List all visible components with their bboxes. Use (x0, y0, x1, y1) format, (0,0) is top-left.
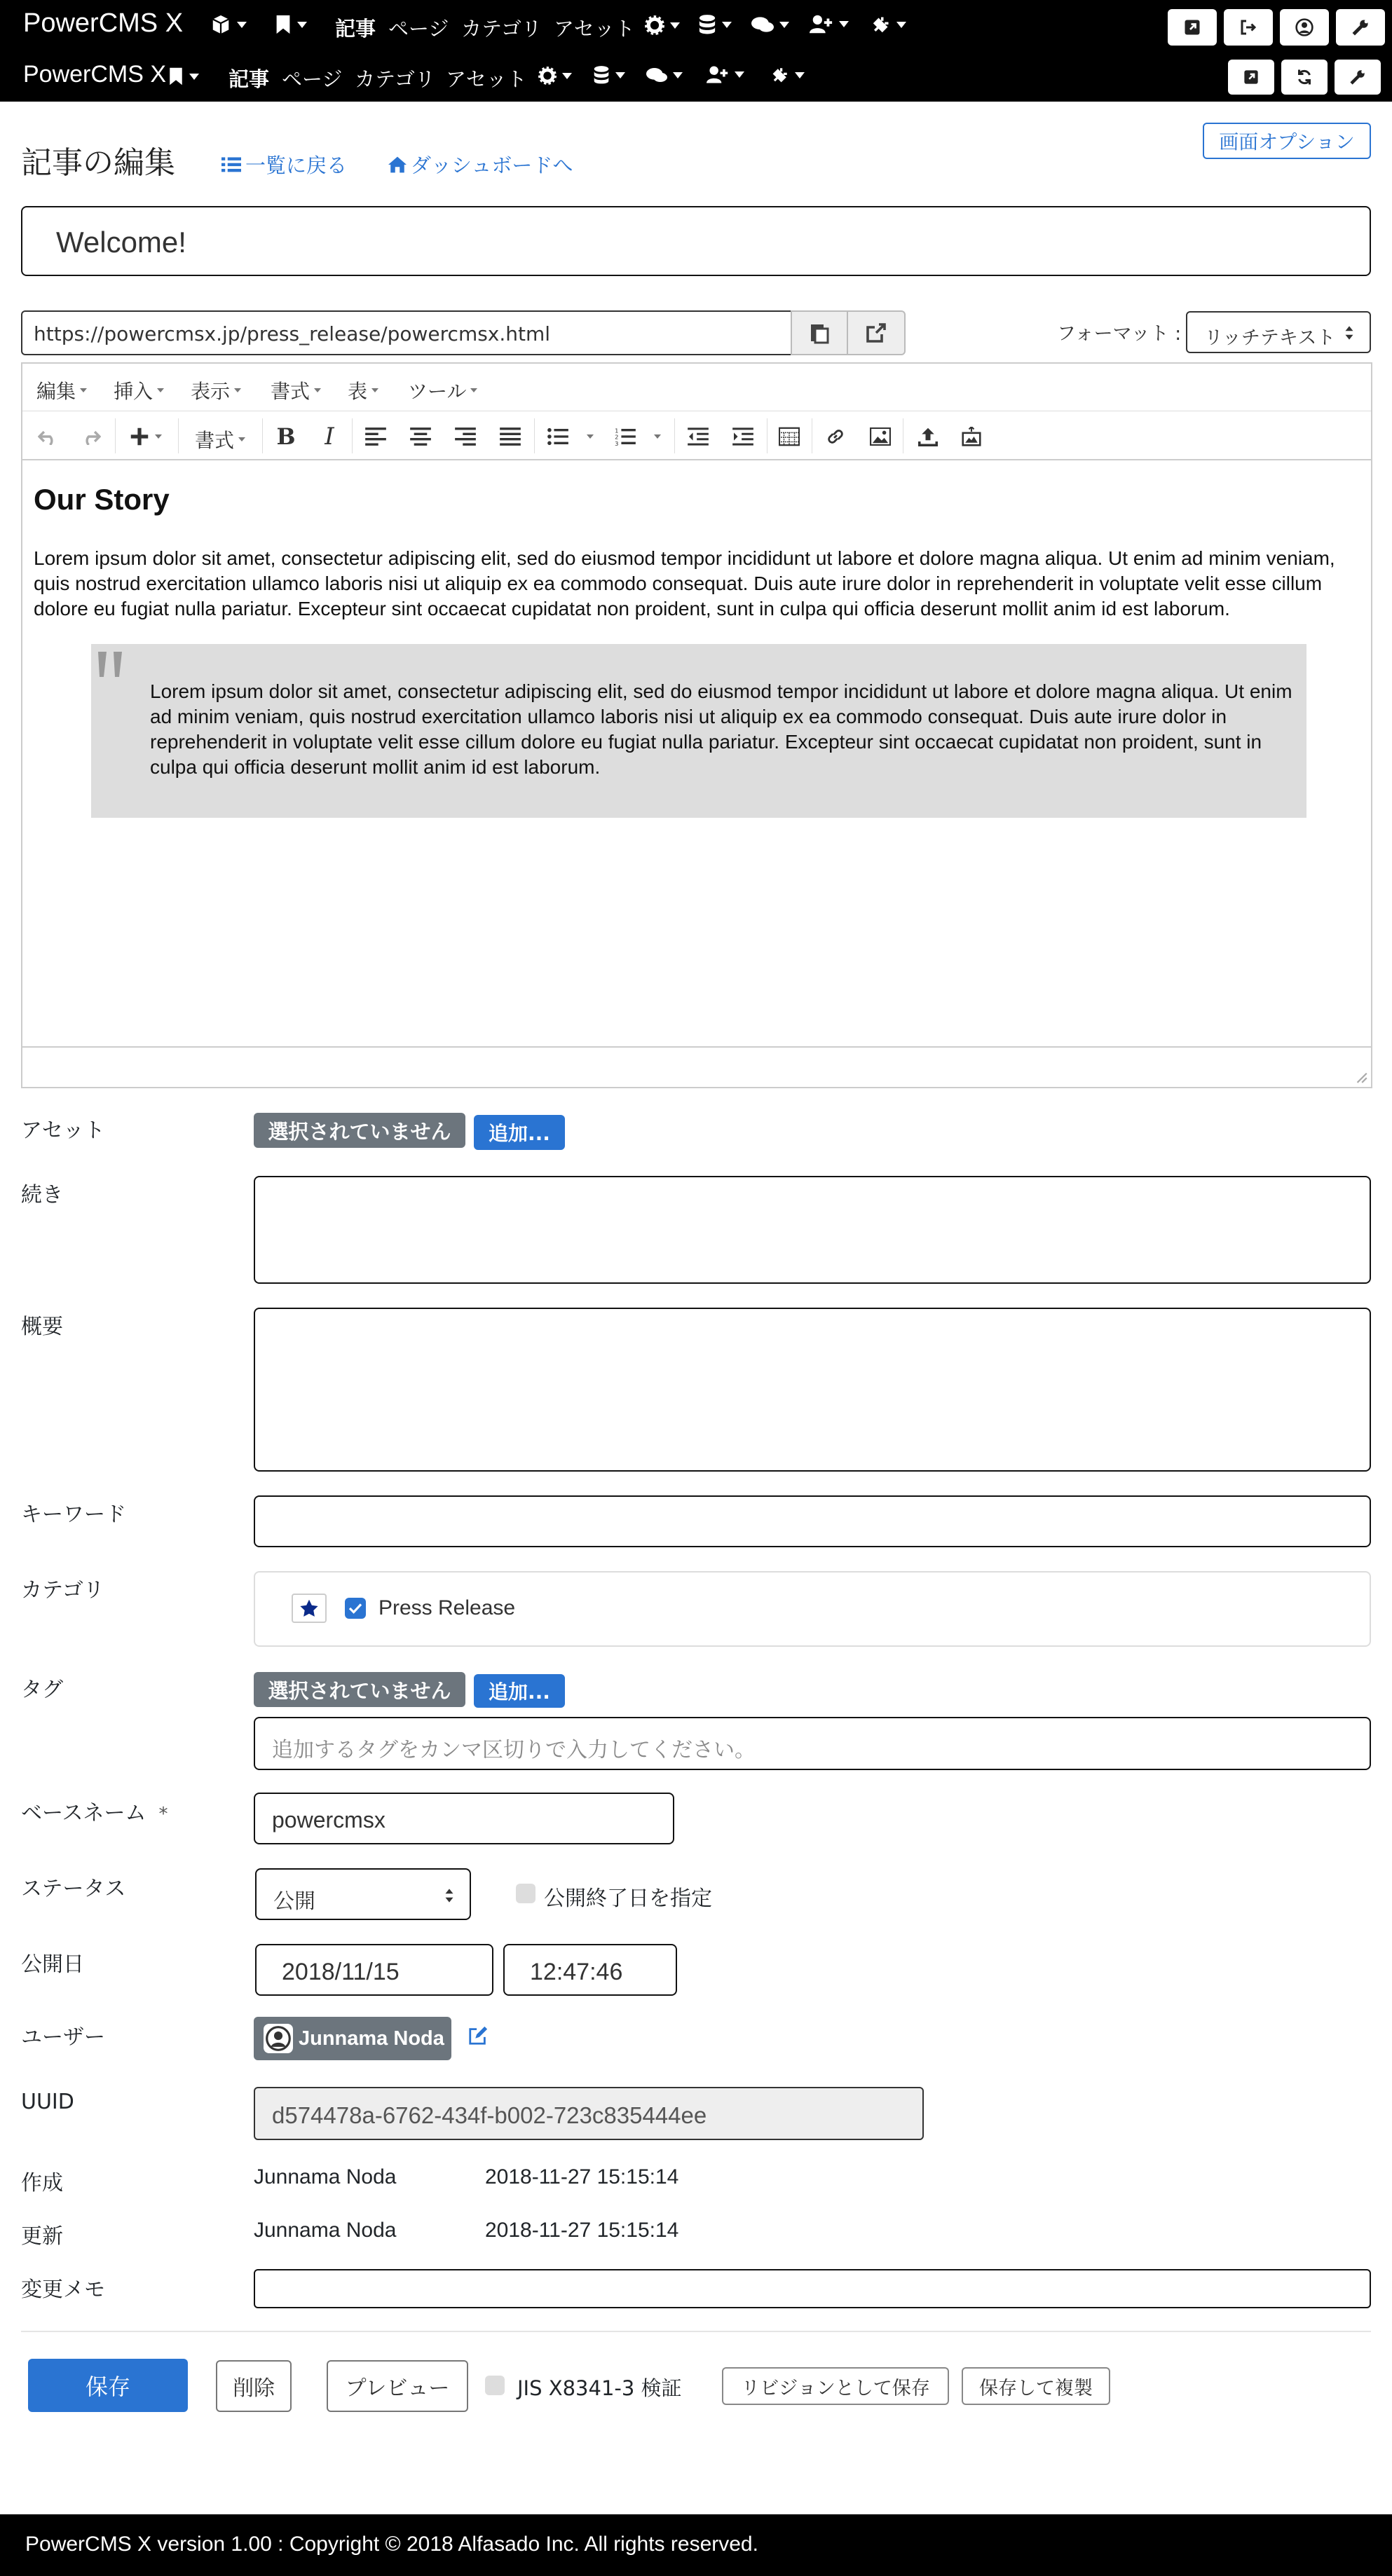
open-url-button[interactable] (847, 310, 906, 355)
gear-icon (645, 15, 664, 35)
sign-out-icon (1240, 19, 1257, 36)
screen-options-button[interactable]: 画面オプション (1203, 123, 1371, 159)
editor-statusbar (22, 1046, 1371, 1087)
tags-input[interactable]: 追加するタグをカンマ区切りで入力してください。 (254, 1717, 1371, 1770)
nav-entries-secondary[interactable]: 記事 (228, 67, 270, 91)
users-menu-secondary[interactable] (707, 65, 744, 83)
editor-toolbar (22, 411, 1371, 460)
created-on: 2018-11-27 15:15:14 (485, 2165, 679, 2188)
align-center-icon[interactable] (407, 424, 435, 449)
format-select[interactable]: リッチテキスト (1186, 311, 1371, 353)
clipboard-icon (809, 322, 830, 344)
list-icon (221, 157, 241, 172)
category-label: カテゴリ (21, 1578, 104, 1603)
editor-menubar (22, 364, 1371, 411)
modified-by: Junnama Noda (254, 2219, 397, 2242)
edit-user-icon[interactable] (467, 2025, 489, 2046)
bookmark-icon (275, 14, 292, 35)
workspace-menu[interactable] (210, 14, 247, 35)
copy-url-button[interactable] (791, 310, 848, 355)
undo-icon[interactable] (35, 424, 60, 449)
user-plus-icon (810, 14, 833, 34)
content-blockquote (91, 644, 1306, 818)
database-icon (593, 65, 610, 85)
uuid-field: d574478a-6762-434f-b002-723c835444ee (254, 2087, 924, 2140)
external-link-icon (1243, 69, 1259, 85)
save-duplicate-button[interactable]: 保存して複製 (962, 2367, 1110, 2405)
status-select[interactable]: 公開 (255, 1868, 471, 1920)
numbered-list-dropdown[interactable] (650, 424, 664, 449)
memo-label: 変更メモ (21, 2277, 105, 2302)
asset-add-button[interactable]: 追加... (474, 1115, 565, 1150)
asset-not-selected-badge: 選択されていません (254, 1113, 465, 1148)
plugins-menu-secondary[interactable] (771, 65, 805, 85)
required-mark: * (158, 1804, 168, 1825)
users-menu[interactable] (810, 14, 849, 34)
image-icon[interactable] (866, 424, 894, 449)
logout-button[interactable] (1224, 9, 1273, 46)
redo-icon[interactable] (79, 424, 104, 449)
bookmark-menu[interactable] (275, 14, 307, 35)
editor-menu-table[interactable]: 表 (348, 376, 378, 404)
editor-menu-view[interactable]: 表示 (191, 376, 241, 404)
insert-asset-icon[interactable] (957, 424, 985, 449)
select-arrows-icon (444, 1888, 454, 1903)
dashboard-link[interactable]: ダッシュボードへ (388, 150, 573, 179)
tags-not-selected-badge: 選択されていません (254, 1672, 465, 1707)
table-icon[interactable] (775, 424, 803, 449)
nav-entries[interactable]: 記事 (335, 17, 376, 41)
tags-label: タグ (21, 1678, 63, 1702)
sub-navbar (0, 53, 1392, 102)
rich-text-editor (21, 362, 1372, 1088)
refresh-button[interactable] (1281, 60, 1328, 95)
italic-icon[interactable]: I (325, 423, 334, 451)
editor-content[interactable] (22, 462, 1371, 1045)
category-box (254, 1571, 1371, 1647)
comments-icon (751, 15, 774, 34)
published-label: 公開日 (21, 1952, 84, 1977)
time-input[interactable]: 12:47:46 (503, 1944, 677, 1996)
bold-icon[interactable]: B (276, 423, 296, 450)
plug-icon (871, 14, 891, 35)
nav-pages[interactable]: ページ (388, 17, 449, 41)
external-link-icon (1184, 19, 1201, 36)
select-arrows-icon (1344, 325, 1354, 341)
basename-input[interactable]: powercmsx (254, 1793, 674, 1844)
comments-icon (646, 67, 667, 83)
nav-pages-secondary[interactable]: ページ (282, 67, 343, 91)
editor-menu-edit[interactable]: 編集 (36, 376, 87, 404)
uuid-label: UUID (21, 2090, 74, 2114)
link-icon[interactable] (821, 424, 849, 449)
user-label: ユーザー (21, 2025, 105, 2050)
content-paragraph: Lorem ipsum dolor sit amet, consectetur adipiscing elit, sed do eiusmod tempor incididunt ut labore et dolore magna aliqua. Ut enim ad minim veniam, quis nostrud exercitation ullamco laboris nisi ut aliquip ex ea commodo consequat. Duis aute irure dolor in reprehenderit in voluptate velit esse cillum dolore eu fugiat nulla pariatur. Excepteur sint occaecat cupidatat non proident, sunt in culpa qui officia deserunt mollit anim id est laborum. (34, 547, 1335, 619)
more-textarea[interactable] (254, 1176, 1371, 1284)
unpublish-checkbox[interactable] (516, 1884, 535, 1903)
memo-input[interactable] (254, 2269, 1371, 2308)
keywords-label: キーワード (21, 1502, 126, 1527)
tools-button[interactable] (1336, 9, 1385, 46)
page-title: 記事の編集 (21, 145, 175, 181)
check-icon (348, 1603, 362, 1614)
settings-menu[interactable] (645, 15, 680, 35)
star-icon (299, 1598, 319, 1618)
jis-check-checkbox[interactable] (485, 2376, 505, 2395)
date-input[interactable]: 2018/11/15 (255, 1944, 493, 1996)
align-justify-icon[interactable] (496, 424, 524, 449)
editor-menu-tools[interactable]: ツール (408, 376, 477, 404)
avatar-icon (264, 2024, 293, 2053)
nav-categories-secondary[interactable]: カテゴリ (355, 67, 435, 91)
primary-category-button[interactable] (292, 1594, 327, 1623)
editor-menu-format[interactable]: 書式 (271, 376, 321, 404)
actions-divider (21, 2331, 1371, 2332)
svg-text:3: 3 (615, 440, 619, 446)
excerpt-label: 概要 (21, 1315, 63, 1339)
category-item-label: Press Release (378, 1596, 516, 1619)
more-label: 続き (21, 1183, 63, 1207)
tags-add-button[interactable]: 追加... (474, 1674, 565, 1708)
database-menu-secondary[interactable] (593, 65, 625, 85)
bullet-list-icon[interactable] (544, 424, 572, 449)
editor-menu-insert[interactable]: 挿入 (114, 376, 164, 404)
excerpt-textarea[interactable] (254, 1308, 1371, 1472)
blockquote-text: Lorem ipsum dolor sit amet, consectetur adipiscing elit, sed do eiusmod tempor incididunt ut labore et dolore magna aliqua. Ut enim ad minim veniam, quis nostrud exercitation ullamco laboris nisi ut aliquip ex ea commodo consequat. Duis aute irure dolor in reprehenderit in voluptate velit esse cillum dolore eu fugiat nulla pariatur. Excepteur sint occaecat cupidatat non proident, sunt in culpa qui officia deserunt mollit anim id est laborum. (150, 680, 1292, 778)
status-label: ステータス (21, 1877, 126, 1901)
format-label: フォーマット : (1057, 323, 1182, 345)
bookmark-icon (168, 67, 184, 86)
title-input[interactable]: Welcome! (21, 206, 1371, 276)
comments-menu[interactable] (751, 15, 789, 34)
permalink-field[interactable]: https://powercmsx.jp/press_release/powercmsx.html (21, 310, 792, 355)
plugins-menu[interactable] (871, 14, 906, 35)
upload-icon[interactable] (914, 424, 942, 449)
wrench-icon (1351, 18, 1370, 36)
database-icon (698, 14, 716, 35)
content-heading: Our Story (34, 483, 170, 516)
back-to-list-link[interactable]: 一覧に戻る (221, 150, 347, 179)
svg-text:1: 1 (615, 427, 619, 434)
asset-label: アセット (21, 1118, 105, 1143)
numbered-list-icon[interactable] (611, 424, 639, 449)
refresh-icon (1296, 69, 1313, 85)
wrench-icon (1349, 69, 1366, 85)
user-circle-icon (1295, 18, 1313, 36)
outdent-icon[interactable] (683, 424, 714, 449)
nav-assets-secondary[interactable]: アセット (446, 67, 527, 91)
basename-label: ベースネーム * (21, 1801, 168, 1825)
nav-categories[interactable]: カテゴリ (461, 17, 542, 41)
view-site-button-secondary[interactable] (1228, 60, 1274, 95)
modified-on: 2018-11-27 15:15:14 (485, 2219, 679, 2242)
settings-menu-secondary[interactable] (538, 67, 572, 85)
align-left-icon[interactable] (362, 424, 390, 449)
user-plus-icon (707, 65, 729, 83)
plug-icon (771, 65, 789, 85)
category-checkbox[interactable] (345, 1598, 366, 1619)
jis-check-label[interactable]: JIS X8341-3 検証 (517, 2376, 682, 2400)
modified-label: 更新 (21, 2224, 63, 2249)
save-revision-button[interactable]: リビジョンとして保存 (722, 2367, 949, 2405)
save-button[interactable]: 保存 (28, 2359, 188, 2412)
profile-button[interactable] (1280, 9, 1329, 46)
database-menu[interactable] (698, 14, 732, 35)
tools-button-secondary[interactable] (1335, 60, 1381, 95)
resize-handle-icon[interactable] (1353, 1069, 1368, 1084)
footer-copyright: PowerCMS X version 1.00 : Copyright © 2018 Alfasado Inc. All rights reserved. (25, 2533, 758, 2556)
indent-icon[interactable] (728, 424, 758, 449)
top-navbar (0, 0, 1392, 53)
unpublish-label[interactable]: 公開終了日を指定 (544, 1886, 712, 1911)
bookmark-menu-secondary[interactable] (168, 67, 199, 86)
svg-text:2: 2 (615, 433, 619, 441)
external-link-icon (865, 322, 887, 344)
delete-button[interactable]: 削除 (216, 2360, 292, 2412)
comments-menu-secondary[interactable] (646, 67, 683, 83)
cube-icon (210, 14, 231, 35)
brand-logo-secondary[interactable]: PowerCMS X (23, 61, 167, 88)
home-icon (388, 156, 407, 173)
user-badge: Junnama Noda (254, 2017, 451, 2060)
preview-button[interactable]: プレビュー (327, 2360, 468, 2412)
created-label: 作成 (21, 2171, 63, 2195)
quote-icon (95, 651, 126, 680)
created-by: Junnama Noda (254, 2165, 397, 2188)
align-right-icon[interactable] (451, 424, 479, 449)
view-site-button[interactable] (1168, 9, 1217, 46)
insert-plus-icon[interactable] (125, 424, 167, 449)
bullet-list-dropdown[interactable] (583, 424, 597, 449)
brand-logo[interactable]: PowerCMS X (23, 8, 184, 38)
gear-icon (538, 67, 557, 85)
format-dropdown[interactable]: 書式 (195, 425, 245, 453)
nav-assets[interactable]: アセット (554, 17, 635, 41)
footer (0, 2514, 1392, 2576)
keywords-input[interactable] (254, 1495, 1371, 1547)
